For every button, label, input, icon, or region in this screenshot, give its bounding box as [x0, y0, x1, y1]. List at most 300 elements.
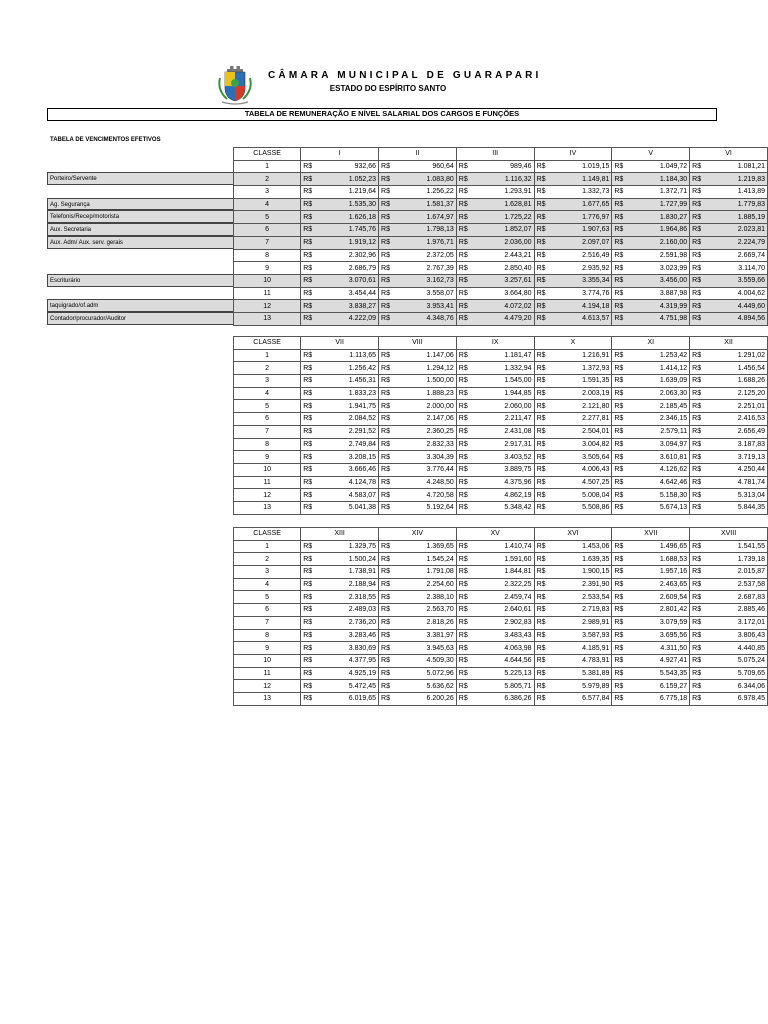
currency-cell: R$: [456, 591, 484, 604]
currency-cell: R$: [379, 387, 407, 400]
salary-value-cell: 1.727,99: [640, 198, 690, 211]
salary-value-cell: 1.149,81: [562, 173, 612, 186]
salary-value-cell: 2.579,11: [640, 425, 690, 438]
salary-value-cell: 1.628,81: [484, 198, 534, 211]
currency-cell: R$: [612, 451, 640, 464]
currency-cell: R$: [612, 616, 640, 629]
salary-value-cell: 1.833,23: [329, 387, 379, 400]
level-header: VIII: [379, 337, 457, 350]
salary-value-cell: 1.052,23: [329, 173, 379, 186]
salary-value-cell: 1.745,76: [329, 224, 379, 237]
currency-cell: R$: [379, 287, 407, 300]
table-row: [234, 211, 768, 224]
salary-value-cell: 3.381,97: [407, 629, 457, 642]
currency-cell: R$: [379, 400, 407, 413]
salary-value-cell: 1.791,08: [407, 566, 457, 579]
salary-value-cell: 4.613,57: [562, 312, 612, 325]
table-row: [234, 591, 768, 604]
salary-value-cell: 1.541,55: [718, 540, 768, 553]
role-label: [47, 185, 233, 198]
currency-cell: R$: [612, 224, 640, 237]
currency-cell: R$: [690, 604, 718, 617]
currency-cell: R$: [690, 425, 718, 438]
salary-value-cell: 5.979,89: [562, 680, 612, 693]
salary-value-cell: 2.767,39: [407, 262, 457, 275]
currency-cell: R$: [612, 566, 640, 579]
salary-value-cell: 3.187,83: [718, 438, 768, 451]
level-header: IV: [534, 148, 612, 161]
salary-value-cell: 1.216,91: [562, 349, 612, 362]
table-row: [234, 438, 768, 451]
currency-cell: R$: [534, 300, 562, 313]
salary-value-cell: 3.355,34: [562, 274, 612, 287]
document-title: TABELA DE REMUNERAÇÃO E NÍVEL SALARIAL DOS CARGOS E FUNÇÕES: [47, 108, 717, 121]
currency-cell: R$: [301, 387, 329, 400]
currency-cell: R$: [456, 680, 484, 693]
currency-cell: R$: [612, 198, 640, 211]
salary-value-cell: 3.403,52: [484, 451, 534, 464]
currency-cell: R$: [301, 553, 329, 566]
classe-cell: 6: [234, 604, 301, 617]
salary-value-cell: 4.583,07: [329, 489, 379, 502]
currency-cell: R$: [690, 680, 718, 693]
classe-header: CLASSE: [234, 528, 301, 541]
currency-cell: R$: [379, 160, 407, 173]
salary-value-cell: 1.976,71: [407, 236, 457, 249]
table-row: [234, 680, 768, 693]
currency-cell: R$: [379, 642, 407, 655]
level-header: IX: [456, 337, 534, 350]
currency-cell: R$: [456, 489, 484, 502]
currency-cell: R$: [534, 667, 562, 680]
currency-cell: R$: [612, 173, 640, 186]
currency-cell: R$: [690, 160, 718, 173]
currency-cell: R$: [379, 349, 407, 362]
table-row: [234, 425, 768, 438]
table-row: [234, 400, 768, 413]
currency-cell: R$: [612, 604, 640, 617]
salary-value-cell: 4.783,91: [562, 654, 612, 667]
currency-cell: R$: [534, 349, 562, 362]
salary-value-cell: 1.545,00: [484, 375, 534, 388]
currency-cell: R$: [612, 578, 640, 591]
currency-cell: R$: [534, 604, 562, 617]
salary-value-cell: 2.360,25: [407, 425, 457, 438]
currency-cell: R$: [690, 476, 718, 489]
currency-cell: R$: [534, 616, 562, 629]
currency-cell: R$: [379, 501, 407, 514]
table-row: [234, 566, 768, 579]
currency-cell: R$: [379, 578, 407, 591]
currency-cell: R$: [456, 413, 484, 426]
salary-value-cell: 3.806,43: [718, 629, 768, 642]
salary-value-cell: 1.147,06: [407, 349, 457, 362]
salary-value-cell: 1.049,72: [640, 160, 690, 173]
salary-value-cell: 2.935,92: [562, 262, 612, 275]
role-label: [47, 249, 233, 262]
currency-cell: R$: [456, 642, 484, 655]
currency-cell: R$: [301, 274, 329, 287]
salary-value-cell: 3.505,64: [562, 451, 612, 464]
salary-value-cell: 2.504,01: [562, 425, 612, 438]
currency-cell: R$: [379, 300, 407, 313]
role-label: [47, 261, 233, 274]
currency-cell: R$: [456, 160, 484, 173]
salary-value-cell: 4.925,19: [329, 667, 379, 680]
salary-value-cell: 6.344,06: [718, 680, 768, 693]
salary-value-cell: 1.852,07: [484, 224, 534, 237]
table-row: [234, 186, 768, 199]
salary-value-cell: 5.636,62: [407, 680, 457, 693]
salary-value-cell: 2.391,90: [562, 578, 612, 591]
salary-value-cell: 5.192,64: [407, 501, 457, 514]
table-header-row: [234, 337, 768, 350]
salary-value-cell: 3.953,41: [407, 300, 457, 313]
salary-value-cell: 1.677,65: [562, 198, 612, 211]
currency-cell: R$: [534, 489, 562, 502]
currency-cell: R$: [690, 642, 718, 655]
currency-cell: R$: [301, 425, 329, 438]
currency-cell: R$: [301, 451, 329, 464]
salary-value-cell: 4.126,62: [640, 463, 690, 476]
currency-cell: R$: [379, 173, 407, 186]
salary-value-cell: 1.329,75: [329, 540, 379, 553]
currency-cell: R$: [456, 312, 484, 325]
currency-cell: R$: [301, 211, 329, 224]
classe-cell: 7: [234, 425, 301, 438]
salary-value-cell: 1.369,65: [407, 540, 457, 553]
level-header: XVIII: [690, 528, 768, 541]
table-row: [234, 160, 768, 173]
currency-cell: R$: [379, 274, 407, 287]
salary-value-cell: 4.250,44: [718, 463, 768, 476]
salary-value-cell: 4.063,98: [484, 642, 534, 655]
currency-cell: R$: [612, 387, 640, 400]
salary-value-cell: 2.537,58: [718, 578, 768, 591]
salary-value-cell: 2.251,01: [718, 400, 768, 413]
classe-header: CLASSE: [234, 337, 301, 350]
currency-cell: R$: [379, 413, 407, 426]
currency-cell: R$: [612, 667, 640, 680]
salary-value-cell: 1.591,35: [562, 375, 612, 388]
salary-value-cell: 3.889,75: [484, 463, 534, 476]
salary-value-cell: 1.253,42: [640, 349, 690, 362]
salary-value-cell: 960,64: [407, 160, 457, 173]
salary-value-cell: 2.656,49: [718, 425, 768, 438]
currency-cell: R$: [379, 249, 407, 262]
classe-cell: 3: [234, 186, 301, 199]
salary-value-cell: 3.483,43: [484, 629, 534, 642]
salary-value-cell: 1.888,23: [407, 387, 457, 400]
currency-cell: R$: [379, 312, 407, 325]
currency-cell: R$: [534, 198, 562, 211]
currency-cell: R$: [301, 249, 329, 262]
salary-value-cell: 1.500,24: [329, 553, 379, 566]
salary-value-cell: 2.749,84: [329, 438, 379, 451]
salary-value-cell: 1.798,13: [407, 224, 457, 237]
role-label: Aux. Adm/ Aux. serv. gerais: [47, 236, 233, 249]
currency-cell: R$: [301, 312, 329, 325]
classe-cell: 4: [234, 387, 301, 400]
level-header: XV: [456, 528, 534, 541]
currency-cell: R$: [612, 375, 640, 388]
currency-cell: R$: [379, 553, 407, 566]
salary-value-cell: 5.844,35: [718, 501, 768, 514]
currency-cell: R$: [301, 262, 329, 275]
salary-value-cell: 1.844,81: [484, 566, 534, 579]
salary-value-cell: 2.185,45: [640, 400, 690, 413]
role-label: Contador/procurador/Auditor: [47, 312, 233, 325]
salary-value-cell: 5.041,38: [329, 501, 379, 514]
currency-cell: R$: [379, 438, 407, 451]
currency-cell: R$: [690, 501, 718, 514]
salary-value-cell: 2.850,40: [484, 262, 534, 275]
salary-value-cell: 6.200,26: [407, 692, 457, 705]
salary-value-cell: 2.147,06: [407, 413, 457, 426]
salary-value-cell: 4.348,76: [407, 312, 457, 325]
level-header: III: [456, 148, 534, 161]
salary-value-cell: 5.674,13: [640, 501, 690, 514]
currency-cell: R$: [379, 692, 407, 705]
currency-cell: R$: [456, 400, 484, 413]
salary-value-cell: 2.322,25: [484, 578, 534, 591]
role-label: Telefonis/Recep/motorista: [47, 210, 233, 223]
currency-cell: R$: [534, 451, 562, 464]
classe-cell: 5: [234, 211, 301, 224]
salary-value-cell: 3.610,81: [640, 451, 690, 464]
salary-value-cell: 2.818,26: [407, 616, 457, 629]
salary-value-cell: 4.751,98: [640, 312, 690, 325]
currency-cell: R$: [612, 287, 640, 300]
role-label: taquigrado/of.adm: [47, 299, 233, 312]
salary-value-cell: 2.686,79: [329, 262, 379, 275]
currency-cell: R$: [456, 425, 484, 438]
salary-value-cell: 4.720,58: [407, 489, 457, 502]
salary-value-cell: 1.739,18: [718, 553, 768, 566]
role-label: Escriturário: [47, 274, 233, 287]
currency-cell: R$: [612, 553, 640, 566]
classe-cell: 7: [234, 236, 301, 249]
salary-value-cell: 2.669,74: [718, 249, 768, 262]
currency-cell: R$: [612, 300, 640, 313]
salary-value-cell: 2.254,60: [407, 578, 457, 591]
currency-cell: R$: [612, 642, 640, 655]
table-row: [234, 476, 768, 489]
salary-value-cell: 4.644,56: [484, 654, 534, 667]
currency-cell: R$: [690, 540, 718, 553]
classe-cell: 12: [234, 680, 301, 693]
salary-value-cell: 1.639,35: [562, 553, 612, 566]
salary-value-cell: 2.917,31: [484, 438, 534, 451]
salary-value-cell: 2.084,52: [329, 413, 379, 426]
currency-cell: R$: [456, 654, 484, 667]
currency-cell: R$: [690, 413, 718, 426]
currency-cell: R$: [534, 362, 562, 375]
salary-value-cell: 2.188,94: [329, 578, 379, 591]
currency-cell: R$: [379, 375, 407, 388]
salary-value-cell: 2.463,65: [640, 578, 690, 591]
salary-value-cell: 1.181,47: [484, 349, 534, 362]
currency-cell: R$: [456, 249, 484, 262]
table-row: [234, 312, 768, 325]
currency-cell: R$: [301, 566, 329, 579]
currency-cell: R$: [301, 400, 329, 413]
table-row: [234, 629, 768, 642]
table-row: [234, 540, 768, 553]
classe-cell: 10: [234, 274, 301, 287]
salary-value-cell: 2.097,07: [562, 236, 612, 249]
currency-cell: R$: [612, 211, 640, 224]
currency-cell: R$: [690, 300, 718, 313]
salary-value-cell: 2.291,52: [329, 425, 379, 438]
salary-table-i-vi: [233, 147, 768, 326]
currency-cell: R$: [379, 198, 407, 211]
currency-cell: R$: [379, 186, 407, 199]
salary-value-cell: 2.902,83: [484, 616, 534, 629]
salary-value-cell: 3.719,13: [718, 451, 768, 464]
classe-cell: 13: [234, 692, 301, 705]
currency-cell: R$: [379, 604, 407, 617]
currency-cell: R$: [534, 400, 562, 413]
salary-value-cell: 4.927,41: [640, 654, 690, 667]
salary-value-cell: 5.348,42: [484, 501, 534, 514]
currency-cell: R$: [456, 553, 484, 566]
currency-cell: R$: [612, 540, 640, 553]
table-row: [234, 553, 768, 566]
salary-value-cell: 3.559,66: [718, 274, 768, 287]
salary-value-cell: 5.805,71: [484, 680, 534, 693]
salary-value-cell: 2.388,10: [407, 591, 457, 604]
currency-cell: R$: [690, 566, 718, 579]
currency-cell: R$: [301, 413, 329, 426]
currency-cell: R$: [690, 173, 718, 186]
currency-cell: R$: [456, 211, 484, 224]
currency-cell: R$: [379, 654, 407, 667]
classe-cell: 2: [234, 362, 301, 375]
currency-cell: R$: [456, 173, 484, 186]
salary-value-cell: 2.160,00: [640, 236, 690, 249]
salary-value-cell: 1.219,83: [718, 173, 768, 186]
classe-cell: 6: [234, 413, 301, 426]
salary-value-cell: 3.838,27: [329, 300, 379, 313]
currency-cell: R$: [456, 566, 484, 579]
table-row: [234, 413, 768, 426]
salary-value-cell: 2.036,00: [484, 236, 534, 249]
currency-cell: R$: [534, 654, 562, 667]
currency-cell: R$: [301, 616, 329, 629]
table-row: [234, 236, 768, 249]
currency-cell: R$: [456, 476, 484, 489]
currency-cell: R$: [534, 463, 562, 476]
currency-cell: R$: [534, 387, 562, 400]
salary-value-cell: 1.496,65: [640, 540, 690, 553]
salary-value-cell: 1.674,97: [407, 211, 457, 224]
role-label: [47, 160, 233, 173]
salary-value-cell: 3.776,44: [407, 463, 457, 476]
currency-cell: R$: [534, 566, 562, 579]
currency-cell: R$: [690, 553, 718, 566]
salary-value-cell: 6.386,26: [484, 692, 534, 705]
table-row: [234, 262, 768, 275]
currency-cell: R$: [301, 629, 329, 642]
table-row: [234, 654, 768, 667]
currency-cell: R$: [379, 224, 407, 237]
table-row: [234, 274, 768, 287]
salary-value-cell: 3.304,39: [407, 451, 457, 464]
salary-value-cell: 1.116,32: [484, 173, 534, 186]
salary-value-cell: 4.124,78: [329, 476, 379, 489]
classe-header: CLASSE: [234, 148, 301, 161]
table-row: [234, 224, 768, 237]
salary-value-cell: 2.533,54: [562, 591, 612, 604]
salary-value-cell: 1.081,21: [718, 160, 768, 173]
salary-value-cell: 3.454,44: [329, 287, 379, 300]
currency-cell: R$: [612, 501, 640, 514]
currency-cell: R$: [534, 578, 562, 591]
currency-cell: R$: [612, 274, 640, 287]
salary-value-cell: 4.509,30: [407, 654, 457, 667]
salary-value-cell: 3.664,80: [484, 287, 534, 300]
currency-cell: R$: [534, 287, 562, 300]
salary-value-cell: 2.516,49: [562, 249, 612, 262]
currency-cell: R$: [690, 387, 718, 400]
currency-cell: R$: [534, 186, 562, 199]
classe-cell: 11: [234, 476, 301, 489]
currency-cell: R$: [690, 287, 718, 300]
classe-cell: 12: [234, 300, 301, 313]
salary-value-cell: 1.410,74: [484, 540, 534, 553]
table-row: [234, 489, 768, 502]
classe-cell: 13: [234, 312, 301, 325]
salary-value-cell: 1.372,93: [562, 362, 612, 375]
table-row: [234, 578, 768, 591]
currency-cell: R$: [690, 489, 718, 502]
classe-cell: 5: [234, 400, 301, 413]
role-labels: [47, 147, 233, 325]
currency-cell: R$: [612, 476, 640, 489]
currency-cell: R$: [690, 438, 718, 451]
currency-cell: R$: [534, 312, 562, 325]
table-row: [234, 375, 768, 388]
currency-cell: R$: [690, 262, 718, 275]
level-header: XVII: [612, 528, 690, 541]
currency-cell: R$: [690, 591, 718, 604]
currency-cell: R$: [612, 262, 640, 275]
currency-cell: R$: [456, 375, 484, 388]
salary-value-cell: 4.449,60: [718, 300, 768, 313]
salary-value-cell: 1.294,12: [407, 362, 457, 375]
salary-value-cell: 3.023,99: [640, 262, 690, 275]
table-row: [234, 463, 768, 476]
table-row: [234, 173, 768, 186]
salary-value-cell: 5.709,65: [718, 667, 768, 680]
salary-value-cell: 6.577,84: [562, 692, 612, 705]
salary-value-cell: 1.219,64: [329, 186, 379, 199]
currency-cell: R$: [456, 604, 484, 617]
level-header: XIII: [301, 528, 379, 541]
table-header-row: [234, 148, 768, 161]
table-row: [234, 198, 768, 211]
level-header: XVI: [534, 528, 612, 541]
table-row: [234, 387, 768, 400]
salary-value-cell: 2.318,55: [329, 591, 379, 604]
salary-table-vii-xii: [233, 336, 768, 515]
classe-cell: 9: [234, 642, 301, 655]
currency-cell: R$: [690, 249, 718, 262]
currency-cell: R$: [690, 667, 718, 680]
salary-value-cell: 3.162,73: [407, 274, 457, 287]
salary-value-cell: 2.121,80: [562, 400, 612, 413]
